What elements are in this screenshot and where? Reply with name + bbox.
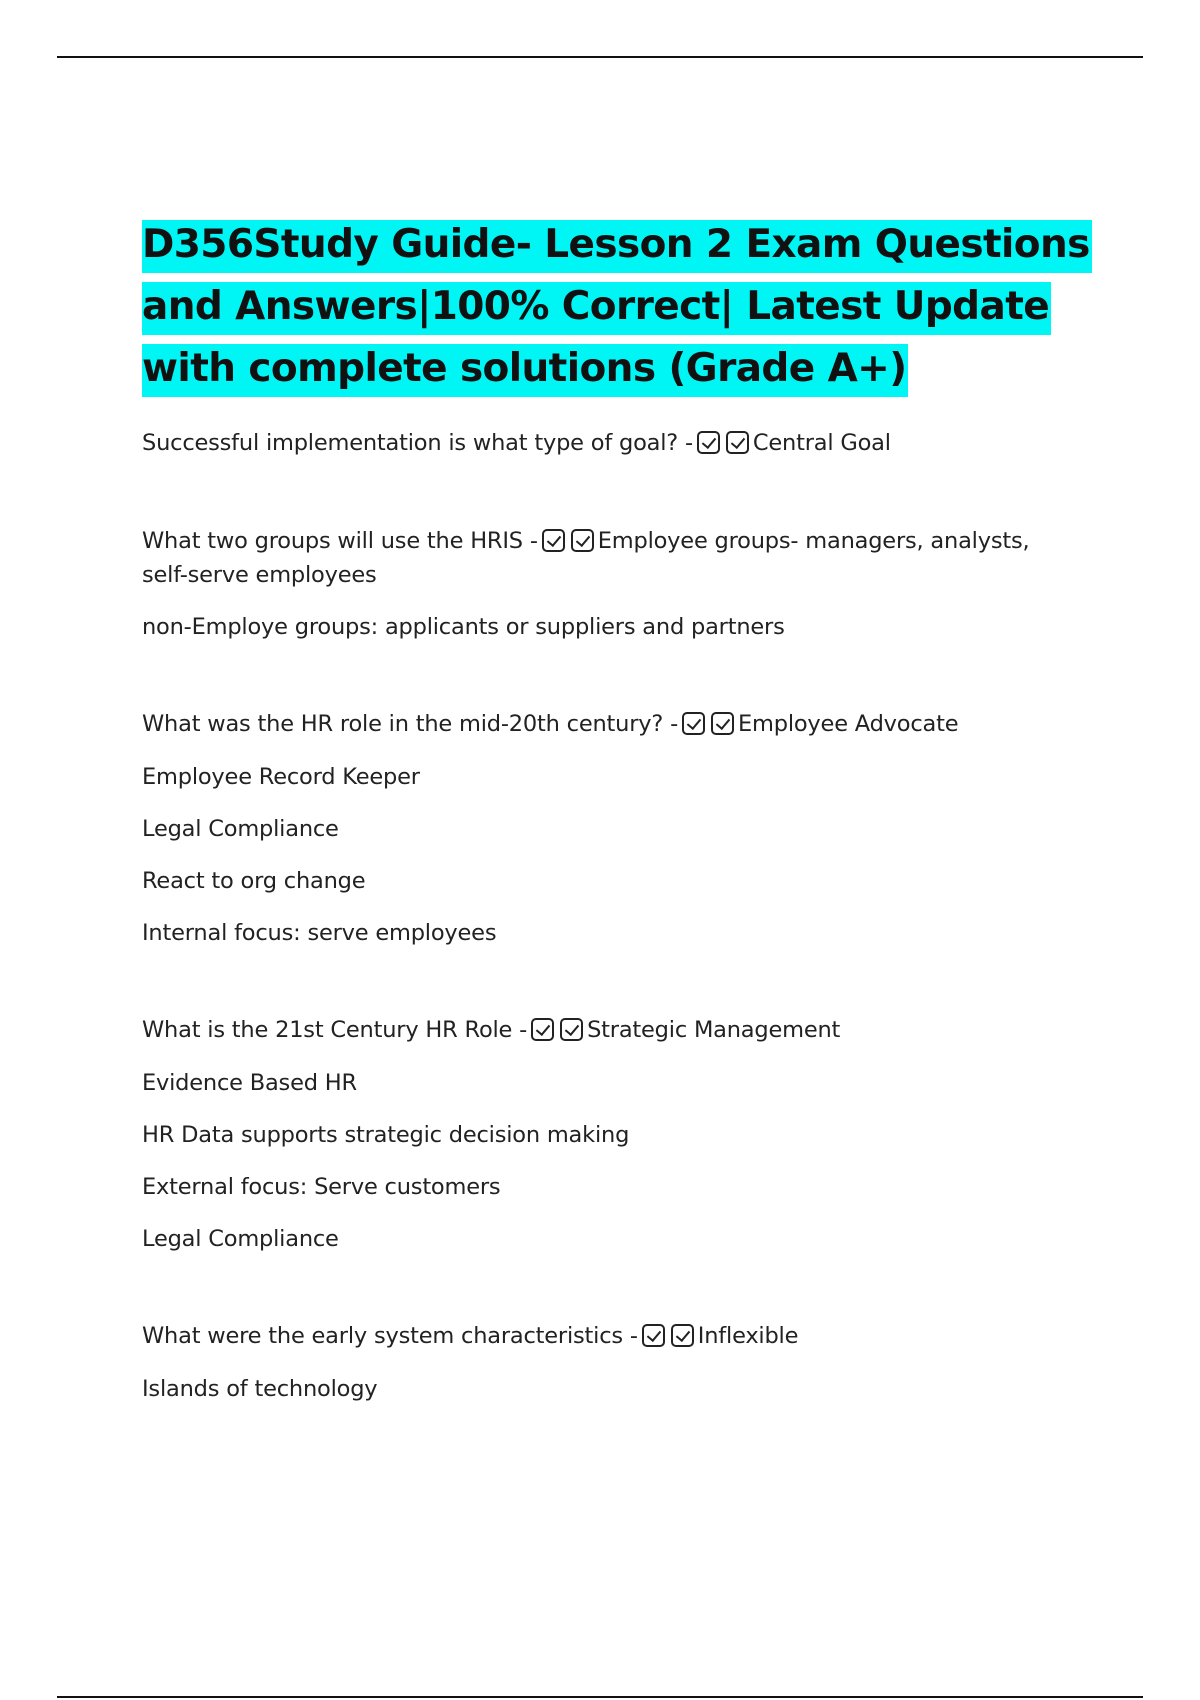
checkbox-checked-icon [682,712,705,735]
checkbox-checked-icon [711,712,734,735]
checkbox-checked-icon [726,431,749,454]
qa-item [142,1318,1102,1406]
document-title [142,214,1102,400]
answer-line: Employee Record Keeper [142,764,420,790]
answer-marker [542,528,598,554]
answer-line: Islands of technology [142,1376,378,1402]
qa-item [142,706,1102,950]
answer-line: Legal Compliance [142,816,339,842]
answer-line: Internal focus: serve employees [142,920,497,946]
checkbox-checked-icon [697,431,720,454]
document-page [142,214,1102,1406]
checkbox-checked-icon [542,529,565,552]
title-line: D356Study Guide- Lesson 2 Exam Questions [142,220,1092,273]
answer-text: Strategic Management [587,1017,841,1043]
answer-text: Employee groups- managers, analysts, [597,528,1030,554]
answer-line: HR Data supports strategic decision making [142,1122,630,1148]
question-text: What were the early system characteristics - [142,1323,638,1349]
answer-text: Employee Advocate [738,711,959,737]
question-text: What two groups will use the HRIS - [142,528,538,554]
answer-marker [682,711,738,737]
qa-question-line [142,1318,1102,1354]
footer-rule [57,1696,1143,1698]
answer-line: non-Employe groups: applicants or suppliers and partners [142,614,785,640]
answer-text: Central Goal [752,430,891,456]
answer-text: Inflexible [697,1323,799,1349]
question-text: Successful implementation is what type of goal? - [142,430,693,456]
answer-line: React to org change [142,868,366,894]
checkbox-checked-icon [571,529,594,552]
title-line: with complete solutions (Grade A+) [142,344,908,397]
answer-marker [531,1017,587,1043]
checkbox-checked-icon [671,1324,694,1347]
qa-item [142,1012,1102,1256]
answer-marker [697,430,753,456]
qa-item [142,425,1102,461]
answer-line: Evidence Based HR [142,1070,357,1096]
checkbox-checked-icon [531,1018,554,1041]
checkbox-checked-icon [560,1018,583,1041]
qa-item [142,523,1102,644]
answer-line: Legal Compliance [142,1226,339,1252]
answer-continuation: self-serve employees [142,562,377,588]
question-text: What is the 21st Century HR Role - [142,1017,528,1043]
title-line: and Answers|100% Correct| Latest Update [142,282,1051,335]
checkbox-checked-icon [642,1324,665,1347]
qa-question-line [142,425,1102,461]
answer-line: External focus: Serve customers [142,1174,501,1200]
header-rule [57,56,1143,58]
question-text: What was the HR role in the mid-20th century? - [142,711,678,737]
qa-question-line [142,1012,1102,1048]
qa-question-line [142,523,1102,559]
answer-marker [642,1323,698,1349]
qa-question-line [142,706,1102,742]
